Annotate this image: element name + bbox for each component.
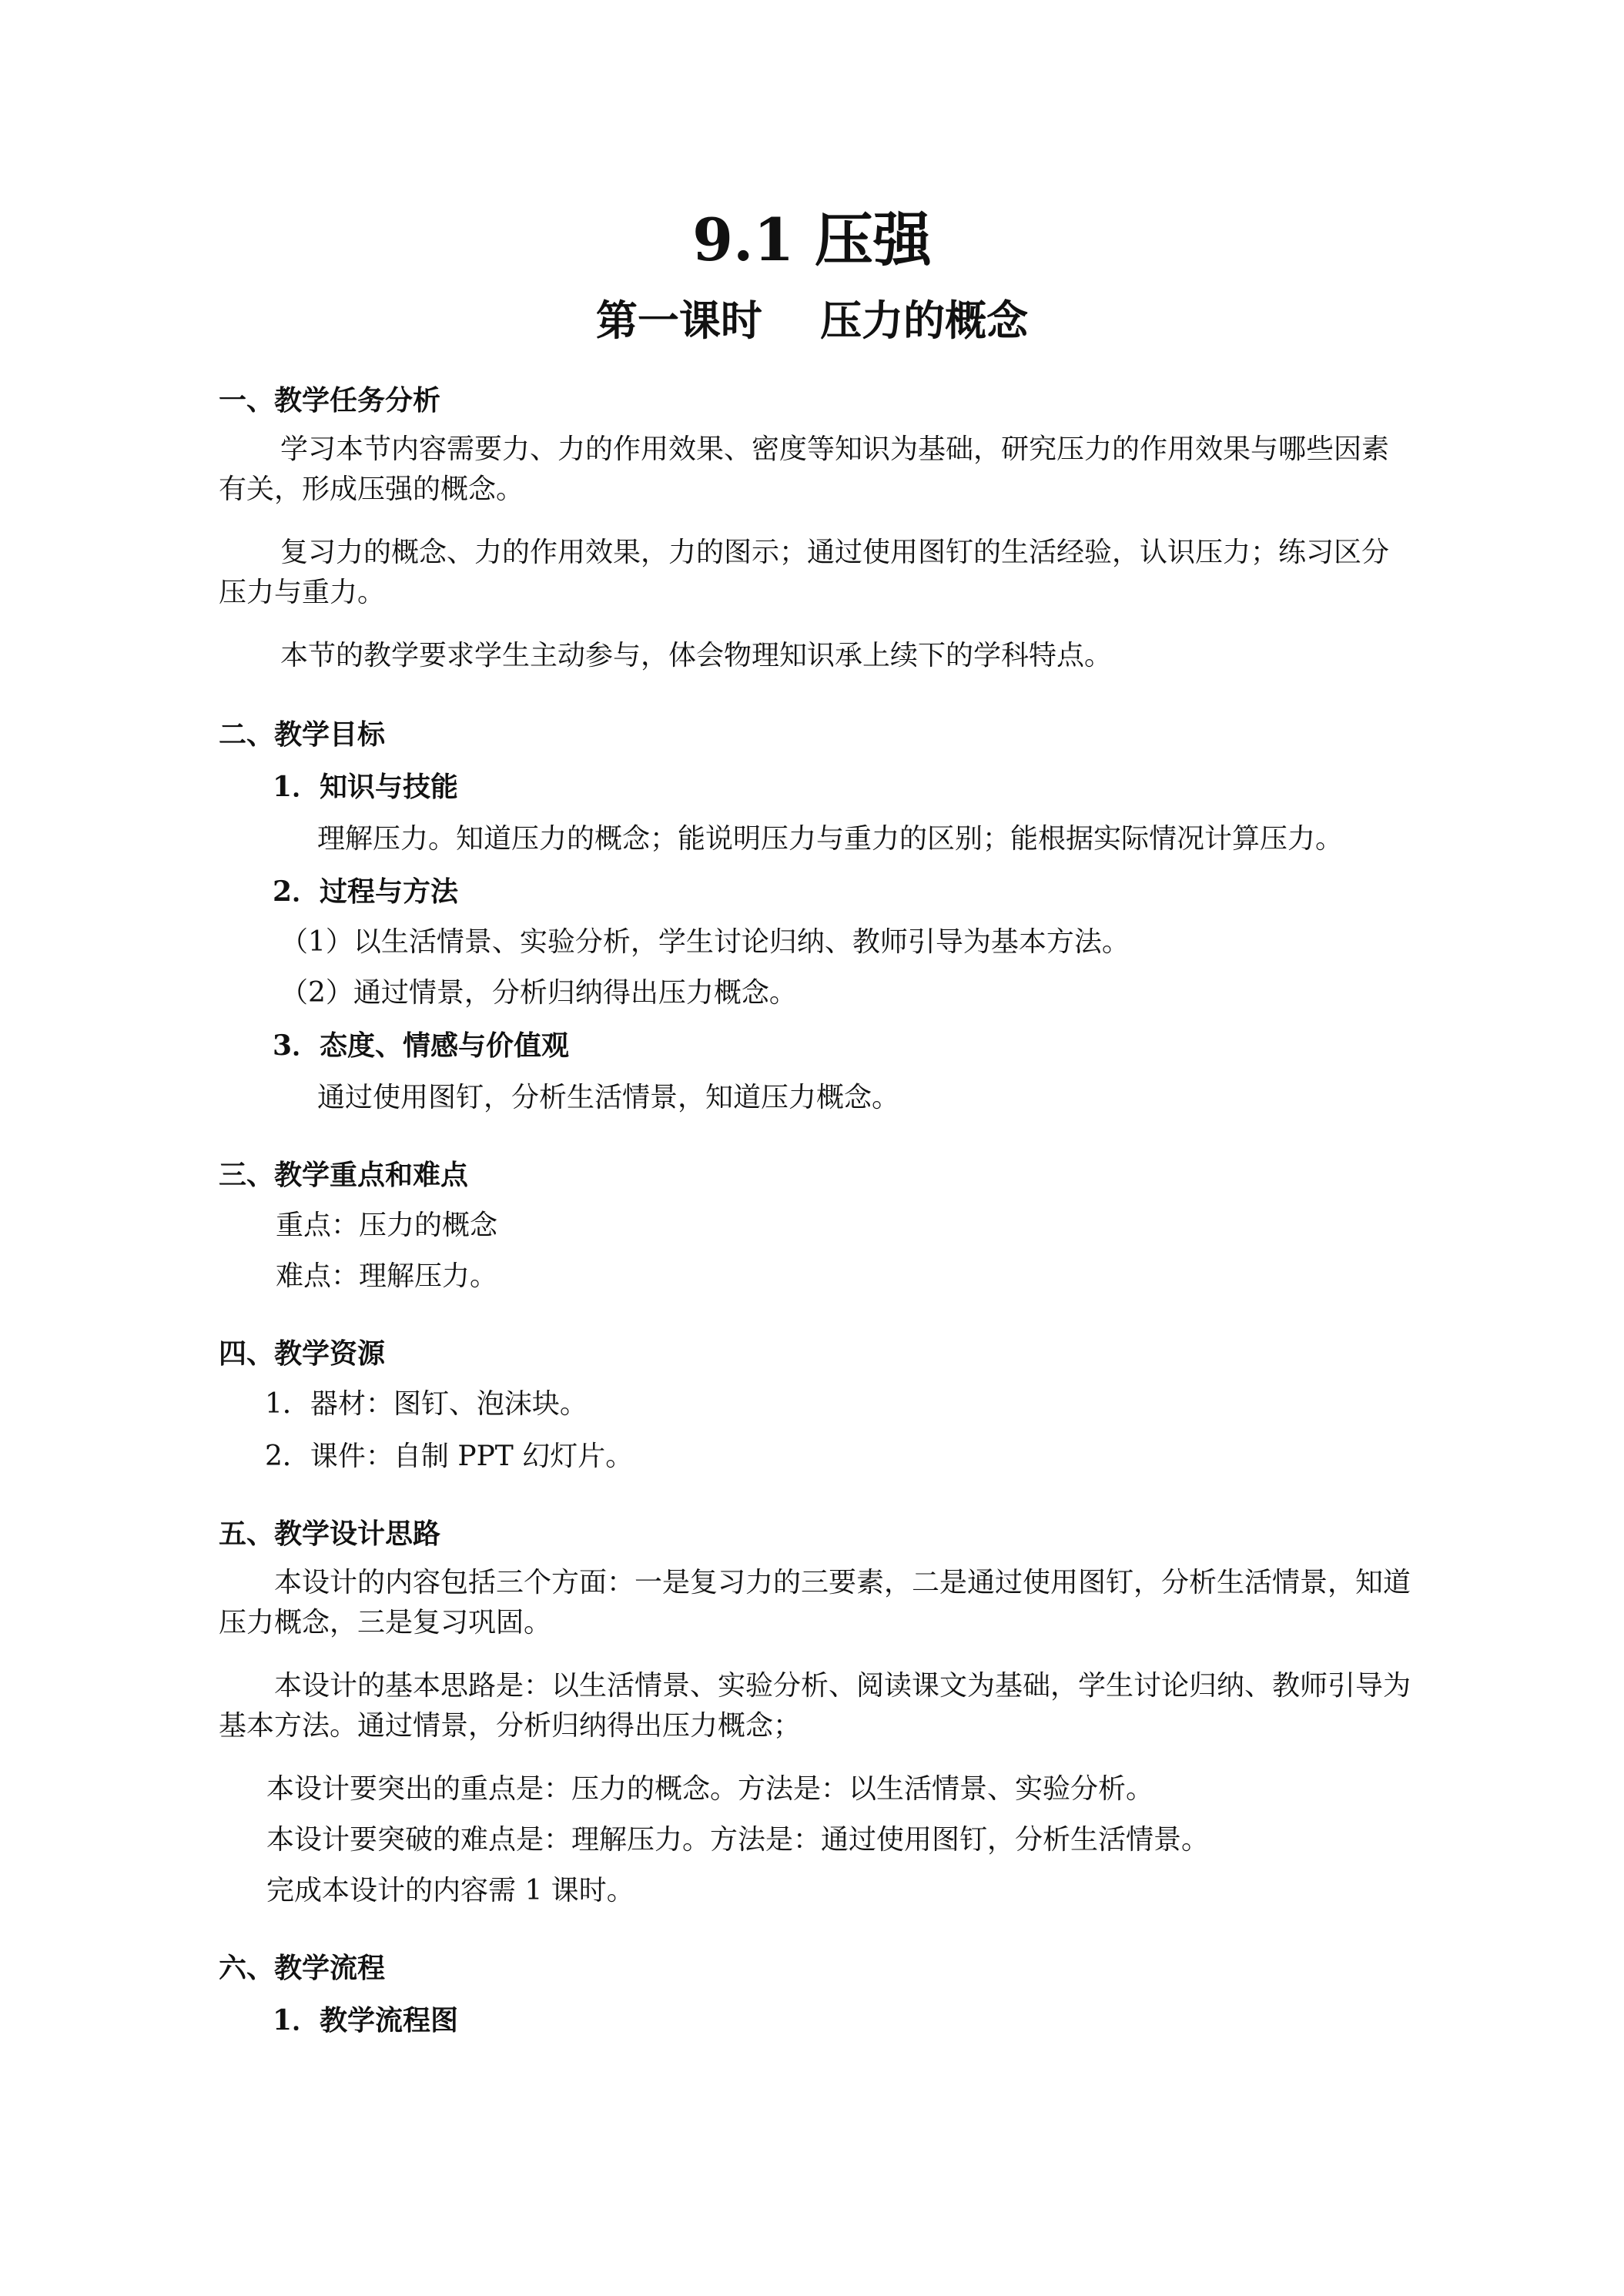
section-heading-resources: 四、教学资源: [219, 1337, 386, 1370]
section-heading-objectives: 二、教学目标: [219, 718, 386, 751]
section-heading-design-ideas: 五、教学设计思路: [219, 1518, 441, 1550]
subheading: 2．过程与方法: [273, 875, 459, 908]
list-item: （2）通过情景，分析归纳得出压力概念。: [280, 977, 797, 1009]
subheading: 1．知识与技能: [273, 771, 459, 803]
section-heading-teaching-process: 六、教学流程: [219, 1952, 386, 1984]
text-line: 重点：压力的概念: [276, 1210, 498, 1241]
page-subtitle: 第一课时 压力的概念: [595, 296, 1029, 345]
paragraph: 本节的教学要求学生主动参与，体会物理知识承上续下的学科特点。: [280, 640, 1113, 671]
list-item: 2．课件：自制 PPT 幻灯片。: [265, 1441, 634, 1472]
subheading: 3．态度、情感与价值观: [273, 1029, 570, 1062]
section-heading-task-analysis: 一、教学任务分析: [219, 384, 441, 417]
list-item: 1．器材：图钉、泡沫块。: [265, 1388, 588, 1420]
text-line: 通过使用图钉，分析生活情景，知道压力概念。: [317, 1082, 900, 1113]
text-line: 本设计要突出的重点是：压力的概念。方法是：以生活情景、实验分析。: [266, 1773, 1154, 1805]
paragraph: 本设计的基本思路是：以生活情景、实验分析、阅读课文为基础，学生讨论归纳、教师引导为基本方法。通过情景，分析归纳得出压力概念；: [219, 1670, 1411, 1742]
text-line: 完成本设计的内容需 1 课时。: [266, 1875, 635, 1906]
paragraph: 学习本节内容需要力、力的作用效果、密度等知识为基础，研究压力的作用效果与哪些因素有关，形成压强的概念。: [219, 433, 1390, 505]
text-line: 理解压力。知道压力的概念；能说明压力与重力的区别；能根据实际情况计算压力。: [317, 823, 1344, 855]
subheading: 1．教学流程图: [273, 2004, 459, 2037]
section-heading-key-points: 三、教学重点和难点: [219, 1159, 469, 1191]
paragraph: 复习力的概念、力的作用效果，力的图示；通过使用图钉的生活经验，认识压力；练习区分压力与重力。: [219, 537, 1390, 608]
list-item: （1）以生活情景、实验分析，学生讨论归纳、教师引导为基本方法。: [280, 926, 1130, 958]
page-title: 9.1 压强: [692, 206, 932, 274]
text-line: 难点：理解压力。: [276, 1260, 498, 1292]
paragraph: 本设计的内容包括三个方面：一是复习力的三要素，二是通过使用图钉，分析生活情景，知道压力概念，三是复习巩固。: [219, 1567, 1411, 1638]
text-line: 本设计要突破的难点是：理解压力。方法是：通过使用图钉，分析生活情景。: [266, 1824, 1210, 1856]
